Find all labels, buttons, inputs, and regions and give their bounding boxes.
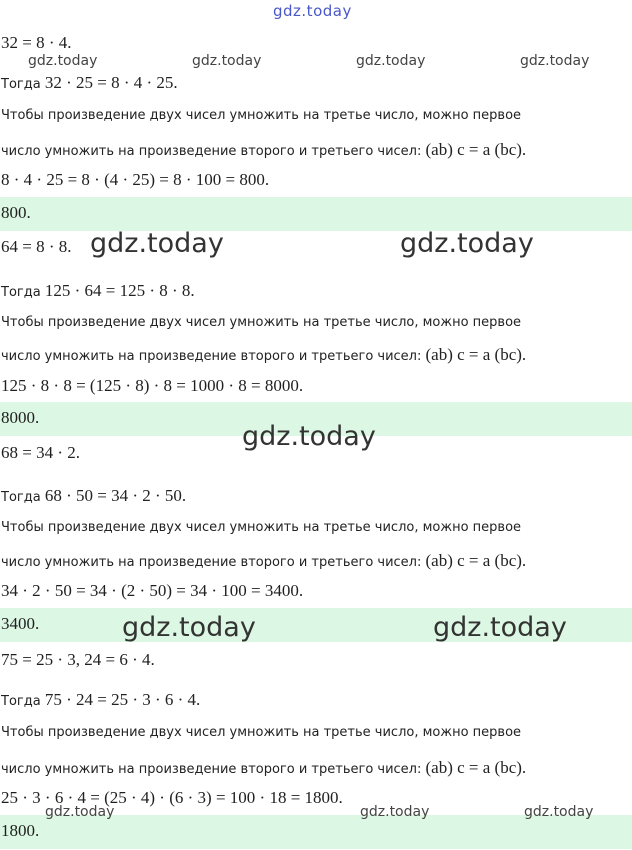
answer-value: 800.	[1, 203, 31, 222]
calculation-line: 8 · 4 · 25 = 8 · (4 · 25) = 8 · 100 = 800.	[1, 170, 270, 189]
rule-text: число умножить на произведение второго и третьего чисел:	[1, 555, 422, 570]
calculation-line: 25 · 3 · 6 · 4 = (25 · 4) · (6 · 3) = 100 · 18 = 1800.	[1, 788, 343, 807]
then-expression: 75 · 24 = 25 · 3 · 6 · 4.	[44, 690, 201, 709]
rule-formula: (ab) c = a (bc).	[425, 551, 527, 570]
then-word: Тогда	[1, 490, 41, 505]
rule-formula: (ab) c = a (bc).	[425, 345, 527, 364]
watermark: gdz.today	[433, 612, 567, 643]
rule-text-line1: Чтобы произведение двух чисел умножить на третье число, можно первое	[1, 108, 522, 123]
watermark: gdz.today	[45, 804, 115, 820]
rule-text-line2	[1, 758, 526, 778]
factorization-line: 75 = 25 · 3, 24 = 6 · 4.	[1, 650, 155, 669]
then-line	[1, 486, 186, 506]
rule-text-line2	[1, 551, 526, 571]
rule-text-line1: Чтобы произведение двух чисел умножить на третье число, можно первое	[1, 725, 522, 740]
factorization-line: 64 = 8 · 8.	[1, 237, 72, 256]
then-word: Тогда	[1, 694, 41, 709]
watermark: gdz.today	[28, 53, 98, 69]
watermark: gdz.today	[360, 804, 430, 820]
rule-text: число умножить на произведение второго и третьего чисел:	[1, 762, 422, 777]
site-watermark-top: gdz.today	[273, 2, 352, 20]
then-expression: 32 · 25 = 8 · 4 · 25.	[44, 73, 178, 92]
factorization-line: 68 = 34 · 2.	[1, 443, 80, 462]
answer-band	[0, 197, 632, 231]
factorization-line: 32 = 8 · 4.	[1, 33, 72, 52]
watermark: gdz.today	[520, 53, 590, 69]
watermark: gdz.today	[356, 53, 426, 69]
watermark: gdz.today	[400, 228, 534, 259]
watermark: gdz.today	[122, 612, 256, 643]
watermark: gdz.today	[90, 228, 224, 259]
answer-value: 1800.	[1, 821, 40, 840]
then-line	[1, 73, 178, 93]
watermark: gdz.today	[192, 53, 262, 69]
then-line	[1, 281, 195, 301]
then-expression: 68 · 50 = 34 · 2 · 50.	[44, 486, 187, 505]
rule-text-line2	[1, 345, 526, 365]
rule-text-line1: Чтобы произведение двух чисел умножить на третье число, можно первое	[1, 520, 522, 535]
rule-text: число умножить на произведение второго и третьего чисел:	[1, 144, 422, 159]
watermark: gdz.today	[524, 804, 594, 820]
rule-text-line1: Чтобы произведение двух чисел умножить на третье число, можно первое	[1, 315, 522, 330]
then-word: Тогда	[1, 77, 41, 92]
rule-formula: (ab) c = a (bc).	[425, 758, 527, 777]
watermark: gdz.today	[242, 421, 376, 452]
answer-band	[0, 815, 632, 849]
rule-formula: (ab) c = a (bc).	[425, 140, 527, 159]
answer-value: 8000.	[1, 408, 40, 427]
calculation-line: 34 · 2 · 50 = 34 · (2 · 50) = 34 · 100 = 3400.	[1, 581, 304, 600]
answer-value: 3400.	[1, 614, 40, 633]
rule-text-line2	[1, 140, 526, 160]
then-word: Тогда	[1, 285, 41, 300]
then-line	[1, 690, 200, 710]
then-expression: 125 · 64 = 125 · 8 · 8.	[44, 281, 195, 300]
rule-text: число умножить на произведение второго и третьего чисел:	[1, 349, 422, 364]
calculation-line: 125 · 8 · 8 = (125 · 8) · 8 = 1000 · 8 = 8000.	[1, 376, 304, 395]
